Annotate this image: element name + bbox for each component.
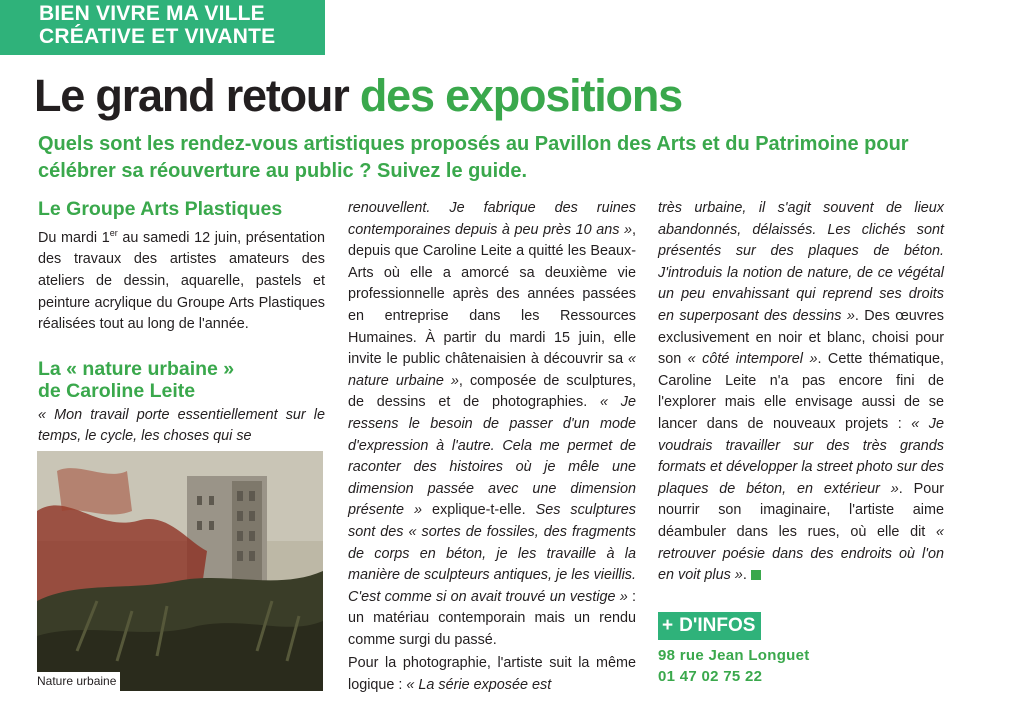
c3-quote-3: « Je voudrais travailler sur des très grands formats et développer la street photo sur des plaques de béton, en extérieur » <box>658 415 945 497</box>
c2-text-1: , depuis que Caroline Leite a quitté les Beaux-Arts où elle a amorcé sa deuxième vie professionnelle après des années passées en entreprise dans les Ressources Humaines. À partir du mardi 15 juin, elle invite le public châtenaisien à découvrir sa <box>348 221 636 368</box>
c3-text-4: . <box>742 567 747 584</box>
phone-number: 01 47 02 75 22 <box>658 668 763 685</box>
column2-paragraph-1 <box>348 198 636 651</box>
column-1 <box>38 198 325 448</box>
c3-text-3: . Pour nourrir son imaginaire, l'artiste aime déambuler dans les rues, où elle dit <box>658 480 944 540</box>
end-mark-icon <box>751 570 761 580</box>
c2-text-2: , composée de sculptures, de dessins et de photographies. <box>348 372 637 411</box>
c3-text-2: . Cette thématique, Caroline Leite n'a pas encore fini de l'explorer mais elle envisage aussi de se lancer dans de nouveaux projets : <box>658 351 944 432</box>
column-2 <box>348 198 636 697</box>
nature-urbaine-photo <box>37 451 323 691</box>
section1-sup: er <box>109 228 118 238</box>
plus-icon: + <box>662 615 674 636</box>
c2-p2-text: Pour la photographie, l'artiste suit la même logique : <box>348 655 636 694</box>
c3-quote-1: très urbaine, il s'agit souvent de lieux abandonnés, délaissés. Les clichés sont présentés sur des plaques de béton. J'introduis la notion de nature, de ce végétal un peu envahissant qui reprend ses droits en superposant des dessins » <box>658 200 944 324</box>
c2-quote-3: « Je ressens le besoin de passer d'un mode d'expression à l'autre. Cela me permet de raconter des histoires où je mêle une dimension passée avec une dimension présente » <box>348 394 636 519</box>
c2-text-4: : un matériau contemporain mais un rendu comme surgi du passé. <box>348 588 636 648</box>
c2-p2-quote: « La série exposée est <box>406 677 552 694</box>
title-part-1: Le grand retour <box>34 70 360 121</box>
c3-quote-2: « côté intemporel » <box>687 351 818 368</box>
photo-caption: Nature urbaine <box>37 672 120 691</box>
photo-artwork <box>37 451 323 691</box>
section1-paragraph <box>38 223 325 336</box>
section2-lead-quote: « Mon travail porte essentiellement sur le temps, le cycle, les choses qui se <box>38 406 325 445</box>
section-rubric <box>0 0 325 55</box>
section2-lead <box>38 405 325 448</box>
c3-text-1: . Des œuvres exclusivement en noir et blanc, choisi pour son <box>658 307 944 368</box>
address-line: 98 rue Jean Longuet <box>658 647 810 664</box>
contact-info <box>658 645 810 687</box>
section1-text-b: au samedi 12 juin, présentation des travaux des artistes amateurs des ateliers de dessin, aquarelle, pastels et peinture acrylique du Groupe Arts Plastiques réalisées tout au long de l'année. <box>38 229 325 333</box>
more-info-badge <box>658 612 761 640</box>
article-standfirst: Quels sont les rendez-vous artistiques proposés au Pavillon des Arts et du Patrimoine pour célébrer sa réouverture au public ? Suivez le guide. <box>38 133 909 182</box>
section2-heading <box>38 358 325 402</box>
c3-quote-4: « retrouver poésie dans des endroits où l'on en voit plus » <box>658 523 944 584</box>
more-info-label: D'INFOS <box>679 615 756 636</box>
rubric-line-2: CRÉATIVE ET VIVANTE <box>39 25 276 48</box>
column2-paragraph-2 <box>348 653 636 696</box>
title-part-2: des expositions <box>359 70 682 121</box>
section1-text-a: Du mardi 1 <box>38 229 110 246</box>
column3-paragraph <box>658 198 944 587</box>
c2-quote-1: renouvellent. Je fabrique des ruines contemporaines depuis à peu près 10 ans » <box>348 200 636 238</box>
c2-quote-4: Ses sculptures sont des « sortes de fossiles, des fragments de corps en béton, je les travaille à la manière de sculpteurs antiques, je les vieillis. C'est comme si on avait trouvé un vestige » <box>348 502 636 605</box>
column-3 <box>658 198 944 587</box>
section2-heading-line1: La « nature urbaine » <box>38 357 235 380</box>
rubric-line-1: BIEN VIVRE MA VILLE <box>39 2 265 25</box>
c2-quote-2: « nature urbaine » <box>348 351 636 389</box>
section2-heading-line2: de Caroline Leite <box>38 379 196 402</box>
section1-heading: Le Groupe Arts Plastiques <box>38 198 283 220</box>
c2-text-3: explique-t-elle. <box>422 502 536 519</box>
page-title <box>34 68 682 124</box>
